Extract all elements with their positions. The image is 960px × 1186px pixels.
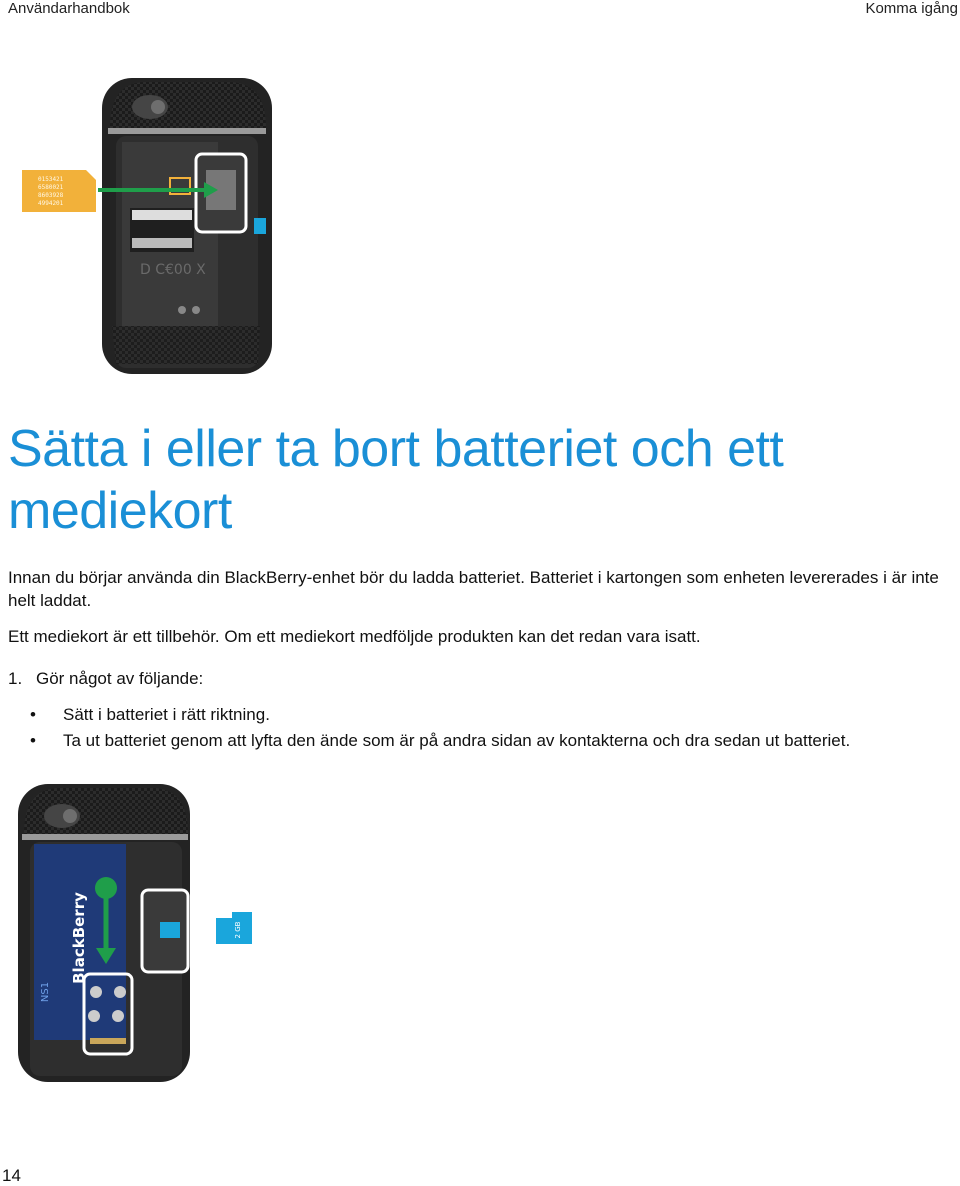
media-card-paragraph: Ett mediekort är ett tillbehör. Om ett mediekort medföljde produkten kan det redan vara isatt.: [8, 627, 701, 646]
page-title: Sätta i eller ta bort batteriet och ett mediekort: [8, 420, 784, 540]
header-section-title: Komma igång: [865, 0, 958, 17]
bullet-text: Sätt i batteriet i rätt riktning.: [63, 705, 270, 724]
list-item: [30, 702, 850, 728]
header-doc-title: Användarhandbok: [8, 0, 130, 17]
svg-text:0153421: 0153421: [38, 176, 64, 183]
media-card-label: 2 GB: [234, 921, 242, 939]
battery-model-label: NS1: [40, 981, 51, 1003]
svg-text:6580021: 6580021: [38, 184, 64, 191]
list-item: [30, 728, 850, 754]
bullet-text: Ta ut batteriet genom att lyfta den ände som är på andra sidan av kontakterna och dra sedan ut batteriet.: [63, 731, 851, 750]
sim-card: [22, 170, 96, 212]
svg-text:D C€00 X: D C€00 X: [140, 262, 206, 278]
step-1: [8, 667, 203, 690]
step-text: Gör något av följande:: [36, 669, 204, 688]
media-card: [216, 912, 252, 944]
bullet-icon: •: [30, 705, 36, 724]
page-number: 14: [2, 1166, 21, 1185]
sim-card-insertion-illustration: [20, 78, 280, 378]
bullet-icon: •: [30, 731, 36, 750]
intro-paragraph: Innan du börjar använda din BlackBerry-enhet bör du ladda batteriet. Batteriet i kartongen som enheten levererades i är inte helt laddat.: [8, 568, 939, 610]
media-card-slot: [142, 890, 188, 972]
battery-brand-label: BlackBerry: [70, 892, 88, 984]
svg-text:4994201: 4994201: [38, 200, 64, 207]
battery-removal-illustration: [18, 782, 263, 1082]
battery: [34, 844, 126, 1040]
svg-text:8603928: 8603928: [38, 192, 64, 199]
bullet-list: [30, 702, 850, 754]
step-number: 1.: [8, 669, 23, 688]
